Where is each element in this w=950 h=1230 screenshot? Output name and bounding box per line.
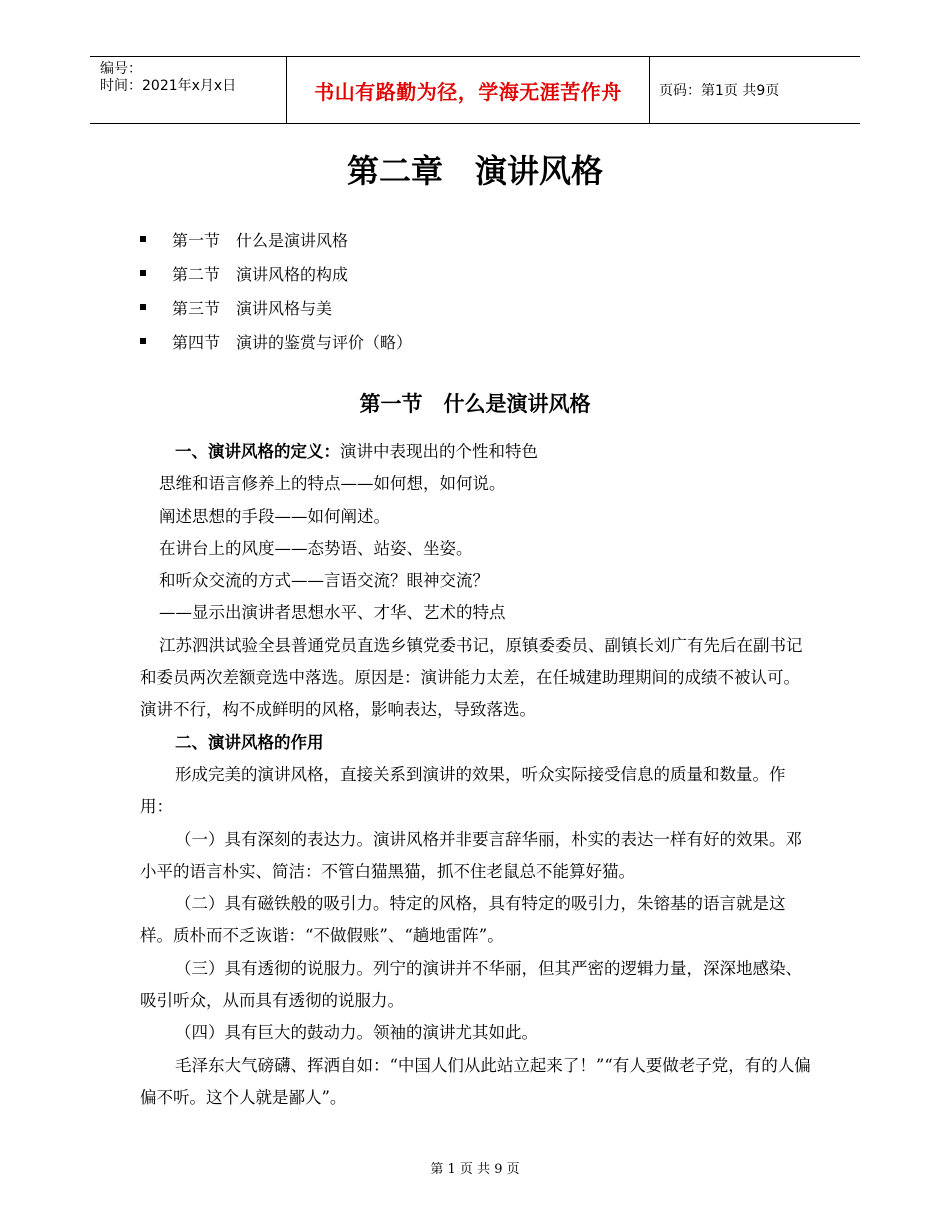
toc-list <box>140 222 412 358</box>
paragraph: 和听众交流的方式——言语交流？眼神交流？ <box>159 571 489 591</box>
bullet-icon <box>140 236 146 242</box>
header-table <box>90 56 860 124</box>
header-page-info: 页码：第1页 共9页 <box>659 83 780 99</box>
role-heading: 二、演讲风格的作用 <box>175 732 324 752</box>
paragraph: 江苏泗洪试验全县普通党员直选乡镇党委书记，原镇委委员、副镇长刘广有先后在副书记和委员两次差额竞选中落选。原因是：演讲能力太差，在任城建助理期间的成绩不被认可。演讲不行，构不成鲜明的风格，影响表达，导致落选。 <box>140 635 803 720</box>
paragraph: 形成完美的演讲风格，直接关系到演讲的效果，听众实际接受信息的质量和数量。作用： <box>140 764 786 817</box>
header-meta <box>100 61 286 95</box>
paragraph: 阐述思想的手段——如何阐述。 <box>159 506 390 526</box>
time-label: 时间：2021年x月x日 <box>100 78 237 94</box>
definition-line <box>140 436 812 468</box>
toc-item-label: 第四节 演讲的鉴赏与评价（略） <box>172 332 413 352</box>
toc-item-label: 第一节 什么是演讲风格 <box>172 230 349 250</box>
body-text <box>140 436 812 1114</box>
header-divider <box>649 57 650 123</box>
bullet-icon <box>140 304 146 310</box>
paragraph: （四）具有巨大的鼓动力。领袖的演讲尤其如此。 <box>175 1023 538 1043</box>
definition-heading: 一、演讲风格的定义： <box>175 442 340 461</box>
paragraph: ——显示出演讲者思想水平、才华、艺术的特点 <box>159 603 506 623</box>
toc-item <box>140 290 412 324</box>
bullet-icon <box>140 338 146 344</box>
paragraph: （二）具有磁铁般的吸引力。特定的风格，具有特定的吸引力，朱镕基的语言就是这样。质朴而不乏诙谐：“不做假账”、“趟地雷阵”。 <box>140 894 786 946</box>
toc-item-label: 第二节 演讲风格的构成 <box>172 264 349 284</box>
chapter-title: 第二章 演讲风格 <box>346 152 603 190</box>
paragraph: 思维和语言修养上的特点——如何想，如何说。 <box>159 474 506 494</box>
paragraph: 在讲台上的风度——态势语、站姿、坐姿。 <box>159 538 473 558</box>
page-footer: 第 1 页 共 9 页 <box>430 1162 520 1177</box>
toc-item-label: 第三节 演讲风格与美 <box>172 298 333 318</box>
paragraph: 毛泽东大气磅礴、挥洒自如：“中国人们从此站立起来了！”“有人要做老子党，有的人偏偏不听。这个人就是鄙人”。 <box>140 1055 811 1107</box>
code-label: 编号： <box>100 61 142 77</box>
definition-text: 演讲中表现出的个性和特色 <box>340 442 538 461</box>
toc-item <box>140 256 412 290</box>
toc-item <box>140 324 412 358</box>
section-title: 第一节 什么是演讲风格 <box>359 392 591 416</box>
paragraph: （三）具有透彻的说服力。列宁的演讲并不华丽，但其严密的逻辑力量，深深地感染、吸引听众，从而具有透彻的说服力。 <box>140 958 802 1011</box>
bullet-icon <box>140 270 146 276</box>
header-motto: 书山有路勤为径，学海无涯苦作舟 <box>314 79 622 104</box>
toc-item <box>140 222 412 256</box>
paragraph: （一）具有深刻的表达力。演讲风格并非要言辞华丽，朴实的表达一样有好的效果。邓小平的语言朴实、简洁：不管白猫黑猫，抓不住老鼠总不能算好猫。 <box>140 829 802 881</box>
